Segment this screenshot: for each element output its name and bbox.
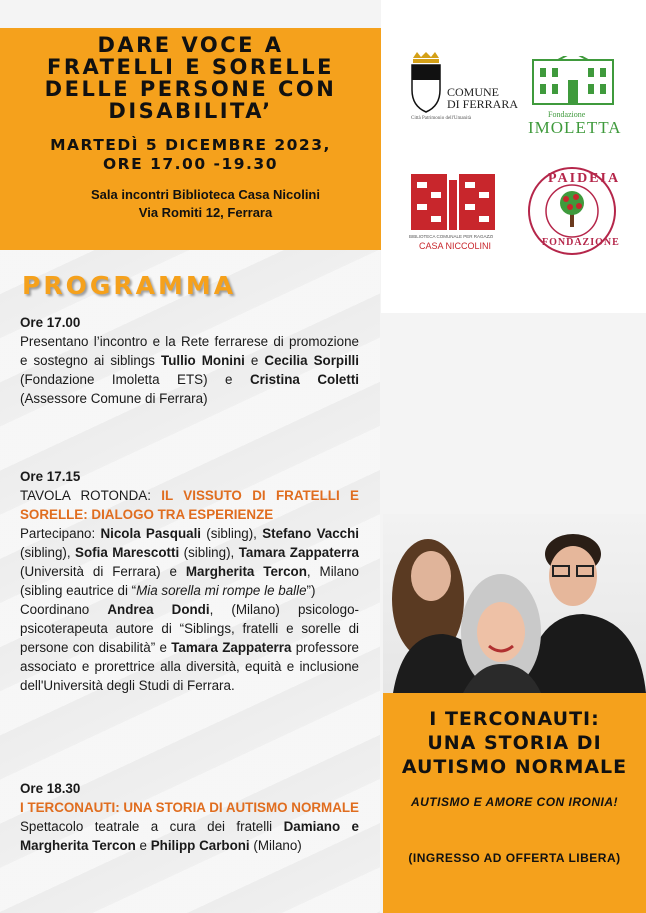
title-line: DELLE PERSONE CON (44, 77, 337, 101)
book-title: Mia sorella mi rompe le balle (136, 583, 307, 598)
fondazione-paideia-logo (526, 165, 636, 255)
performers-illustration (383, 514, 646, 693)
speaker-name: Cecilia Sorpilli (264, 353, 359, 368)
program-description (20, 332, 359, 408)
text-segment: ”) (306, 583, 316, 598)
promo-title-line: I TERCONAUTI: (429, 708, 600, 730)
nicolini-caption: BIBLIOTECA COMUNALE PER RAGAZZI (409, 234, 494, 239)
text-segment: (sibling), (179, 545, 239, 560)
text-segment: (Università di Ferrara) e (20, 564, 186, 579)
text-segment: Presentano l’incontro e la Rete ferrarese di promozione e sostegno ai siblings (20, 334, 359, 368)
ferrara-line2: DI FERRARA (447, 97, 519, 111)
program-item-1830 (20, 779, 359, 855)
paideia-bottom: FONDAZIONE (542, 237, 620, 248)
text-segment: e (135, 838, 151, 853)
promo-subtitle: AUTISMO E AMORE CON IRONIA! (410, 795, 619, 809)
fondazione-imoletta-logo (526, 52, 636, 142)
show-title: I TERCONAUTI: UNA STORIA DI AUTISMO NORMALE (20, 800, 359, 815)
promo-title-line: AUTISMO NORMALE (401, 756, 628, 778)
venue-address: Via Romiti 12, Ferrara (138, 205, 273, 220)
event-venue (0, 186, 381, 222)
participant-name: Nicola Pasquali (100, 526, 202, 541)
performer-name: Philipp Carboni (150, 838, 250, 853)
event-title (0, 34, 381, 122)
show-promo (383, 693, 646, 913)
participant-name: Margherita Tercon (185, 564, 307, 579)
heading-prefix: TAVOLA ROTONDA: (20, 488, 162, 503)
venue-name: Sala incontri Biblioteca Casa Nicolini (90, 187, 320, 202)
text-segment: Partecipano: (20, 526, 101, 541)
promo-title (383, 707, 646, 779)
villa-icon (528, 56, 618, 108)
time-line: ORE 17.00 -19.30 (103, 155, 278, 173)
promo-note: (INGRESSO AD OFFERTA LIBERA) (408, 851, 621, 865)
title-line: DISABILITA’ (108, 99, 273, 123)
ferrara-crest-icon (409, 52, 443, 114)
title-line: FRATELLI E SORELLE (47, 55, 334, 79)
program-time: Ore 18.30 (20, 781, 81, 796)
date-line: MARTEDÌ 5 DICEMBRE 2023, (50, 136, 331, 154)
text-segment: (Milano) (249, 838, 302, 853)
text-segment: professore associato e prorettrice alla diversità, equità e inclusione dell'Università degli Studi di Ferrara. (20, 640, 359, 693)
ferrara-name (447, 86, 518, 110)
ferrara-line1: COMUNE (447, 85, 500, 99)
coordination (20, 600, 359, 695)
roundtable-heading (20, 486, 359, 524)
text-segment: Coordinano (20, 602, 108, 617)
event-header (0, 28, 381, 250)
roundtable-title: IL VISSUTO DI FRATELLI E SORELLE: DIALOGO TRA ESPERIENZE (20, 488, 359, 522)
coordinator-name: Andrea Dondi (107, 602, 210, 617)
imoletta-name: IMOLETTA (528, 118, 622, 137)
comune-ferrara-logo (409, 52, 519, 142)
program-item-1715 (20, 467, 359, 695)
program-item-1700 (20, 313, 359, 408)
library-icon (411, 174, 497, 230)
participant-name: Tamara Zappaterra (238, 545, 359, 560)
text-segment: Spettacolo teatrale a cura dei fratelli (20, 819, 284, 834)
participants (20, 524, 359, 600)
promo-title-line: UNA STORIA DI (427, 732, 602, 754)
paideia-top: PAIDEIA (548, 171, 621, 186)
performer-name: Damiano e Margherita Tercon (20, 819, 359, 853)
partner-logos (381, 0, 646, 313)
speaker-name: Cristina Coletti (250, 372, 360, 387)
text-segment: (sibling), (201, 526, 263, 541)
text-segment: (sibling), (20, 545, 76, 560)
coordinator-name: Tamara Zappaterra (171, 640, 292, 655)
program-heading: PROGRAMMA (22, 271, 237, 300)
casa-nicolini-logo (409, 172, 519, 262)
title-line: DARE VOCE A (97, 33, 284, 57)
participant-name: Stefano Vacchi (262, 526, 360, 541)
text-segment: (Fondazione Imoletta ETS) e (20, 372, 250, 387)
text-segment: (Assessore Comune di Ferrara) (20, 391, 208, 406)
imoletta-fondazione: Fondazione (548, 110, 586, 119)
event-date (0, 136, 381, 174)
text-segment: , (Milano) psicologo-psicoterapeuta autore di “Siblings, fratelli e sorelle di persone con disabilità” e (20, 602, 359, 655)
nicolini-name: CASA NICCOLINI (419, 241, 492, 251)
program-time: Ore 17.00 (20, 315, 81, 330)
speaker-name: Tullio Monini (161, 353, 245, 368)
participant-name: Sofia Marescotti (75, 545, 180, 560)
ferrara-caption: Città Patrimonio dell'Umanità (411, 116, 472, 121)
text-segment: e (244, 353, 265, 368)
performers-photo (383, 514, 646, 693)
text-segment: , Milano (sibling eautrice di “ (20, 564, 360, 598)
show-description (20, 817, 359, 855)
program-time: Ore 17.15 (20, 469, 81, 484)
